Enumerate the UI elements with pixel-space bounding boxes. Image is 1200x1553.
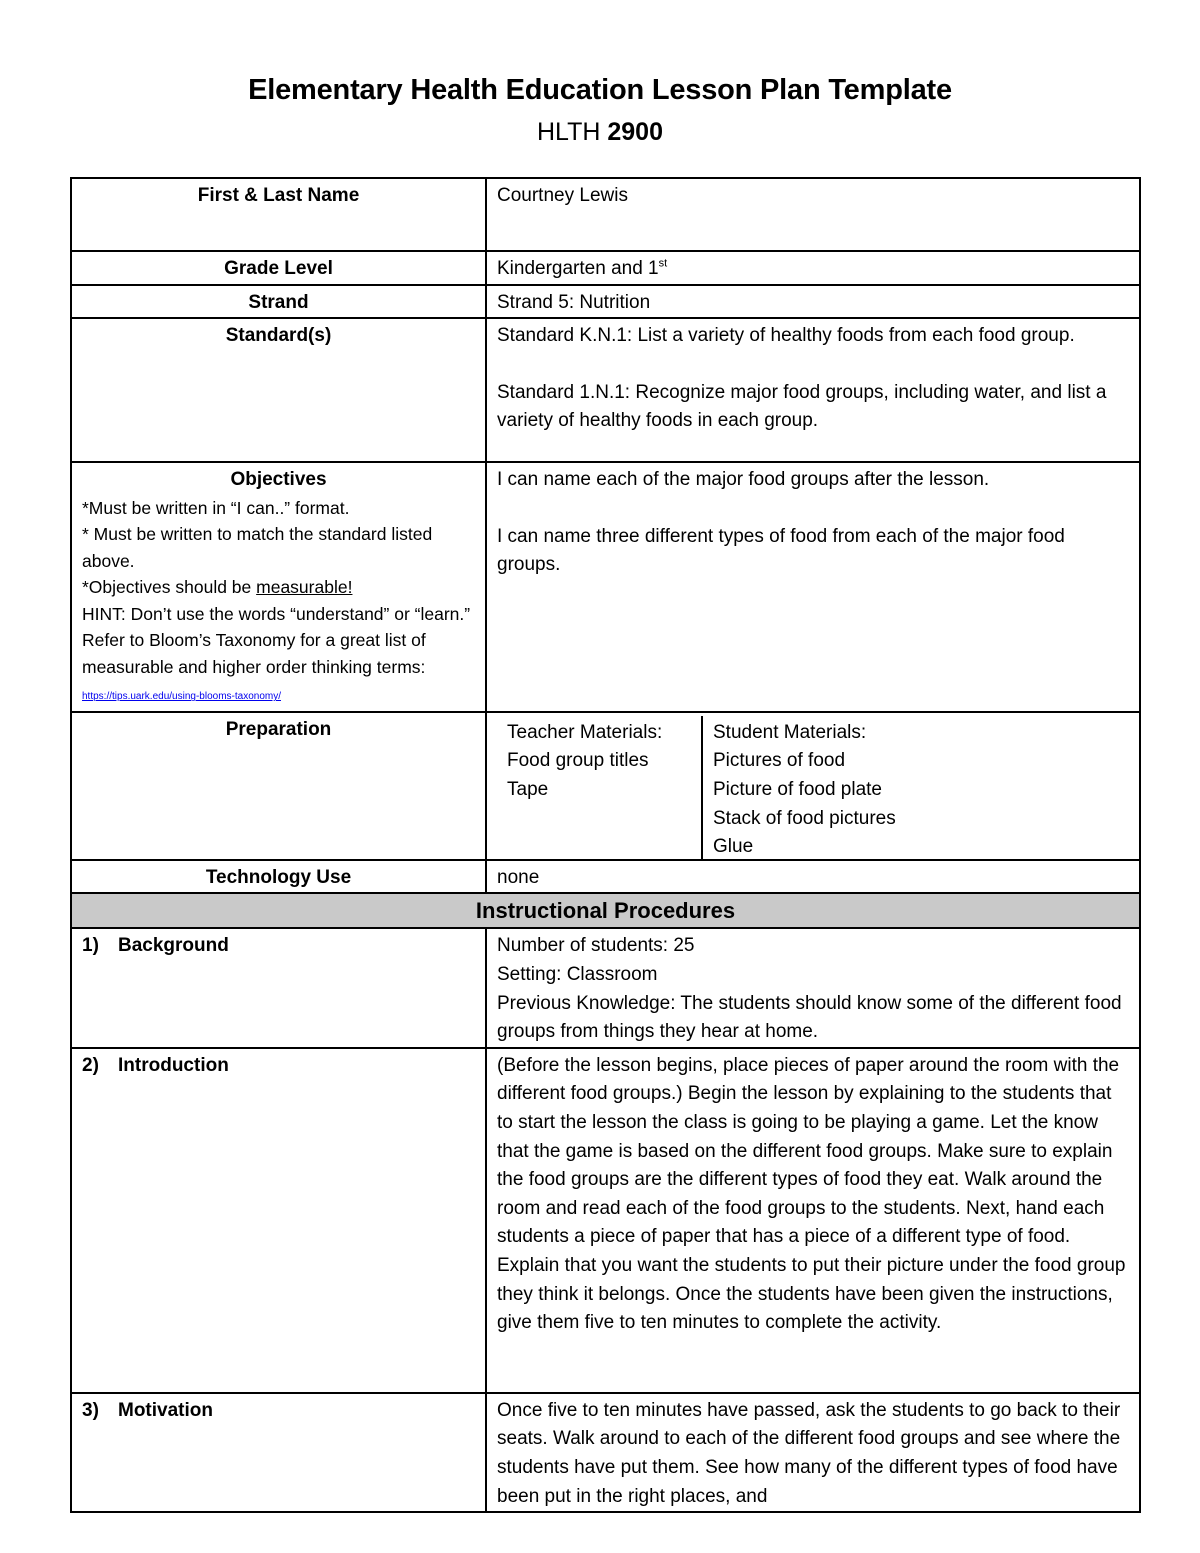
teacher-material-item: Tape — [507, 778, 549, 800]
document-title: Elementary Health Education Lesson Plan Template — [248, 74, 952, 106]
objectives-label-cell — [71, 462, 486, 712]
background-value — [486, 928, 1140, 1047]
motivation-label-text: Motivation — [118, 1399, 213, 1421]
objectives-note-2: * Must be written to match the standard listed above. — [82, 524, 433, 571]
technology-label: Technology Use — [71, 860, 486, 894]
introduction-value: (Before the lesson begins, place pieces of paper around the room with the different food groups.) Begin the lesson by explaining to the students that to start the lesson the class is going to be playing a game. Let the know that the game is based on the different food groups. Make sure to explain the food groups are the different types of food they eat. Walk around the room and read each of the food groups to the students. Next, hand each students a piece of paper that has a piece of a different type of food. Explain that you want the students to put their picture under the food group they think it belongs. Once the students have been given the instructions, give them five to ten minutes to complete the activity. — [486, 1048, 1140, 1393]
name-value: Courtney Lewis — [486, 178, 1140, 251]
background-number: 1) — [82, 935, 99, 957]
strand-label: Strand — [71, 285, 486, 319]
standards-value — [486, 318, 1140, 462]
objectives-label: Objectives — [230, 469, 327, 491]
course-number: 2900 — [607, 118, 663, 146]
preparation-value — [486, 712, 1140, 860]
grade-value-sup: st — [658, 257, 668, 270]
name-label: First & Last Name — [71, 178, 486, 251]
standard-1: Standard 1.N.1: Recognize major food groups, including water, and list a variety of healthy foods in each group. — [497, 381, 1107, 432]
course-code — [0, 118, 1200, 147]
row-grade — [71, 251, 1140, 285]
objectives-note-3-text: *Objectives should be — [82, 577, 257, 598]
strand-value: Strand 5: Nutrition — [486, 285, 1140, 319]
row-introduction — [71, 1048, 1140, 1393]
teacher-material-item: Food group titles — [507, 750, 649, 772]
introduction-label-text: Introduction — [118, 1054, 229, 1076]
student-material-item: Glue — [713, 836, 754, 858]
standards-label: Standard(s) — [71, 318, 486, 462]
motivation-label — [71, 1393, 486, 1512]
background-students: Number of students: 25 — [497, 935, 695, 957]
row-section-header — [71, 893, 1140, 928]
motivation-number: 3) — [82, 1399, 99, 1421]
row-standards — [71, 318, 1140, 462]
grade-label: Grade Level — [71, 251, 486, 285]
student-material-item: Pictures of food — [713, 750, 846, 772]
lesson-plan-table — [70, 177, 1141, 1513]
standard-k: Standard K.N.1: List a variety of healthy foods from each food group. — [497, 325, 1075, 347]
background-label-text: Background — [118, 935, 229, 957]
row-strand — [71, 285, 1140, 319]
student-materials-heading: Student Materials: — [713, 721, 867, 743]
technology-value: none — [486, 860, 1140, 894]
preparation-label: Preparation — [71, 712, 486, 860]
objectives-value — [486, 462, 1140, 712]
grade-value — [486, 251, 1140, 285]
background-setting: Setting: Classroom — [497, 963, 658, 985]
background-knowledge: Previous Knowledge: The students should know some of the different food groups from things they hear at home. — [497, 992, 1122, 1043]
instructional-procedures-heading: Instructional Procedures — [71, 893, 1140, 928]
row-motivation — [71, 1393, 1140, 1512]
measurable-text: measurable! — [256, 577, 353, 598]
objective-1: I can name each of the major food groups after the lesson. — [497, 469, 990, 491]
objectives-hint-text: HINT: Don’t use the words “understand” or “learn.” Refer to Bloom’s Taxonomy for a great list of measurable and higher order thinking terms: — [82, 603, 471, 677]
introduction-label — [71, 1048, 486, 1393]
course-prefix: HLTH — [536, 118, 601, 146]
row-technology — [71, 860, 1140, 894]
objectives-hint — [82, 601, 475, 711]
teacher-materials — [497, 716, 703, 859]
objectives-note-3 — [82, 574, 475, 601]
motivation-value: Once five to ten minutes have passed, ask the students to go back to their seats. Walk around to each of the different food groups and see where the students have put them. See how many of the different types of food have been put in the right places, and — [486, 1393, 1140, 1512]
row-preparation — [71, 712, 1140, 860]
row-name — [71, 178, 1140, 251]
introduction-number: 2) — [82, 1054, 99, 1076]
objectives-note-1: *Must be written in “I can..” format. — [82, 497, 350, 518]
grade-value-text: Kindergarten and 1 — [497, 258, 659, 279]
row-objectives — [71, 462, 1140, 712]
student-materials — [703, 716, 906, 859]
blooms-taxonomy-link[interactable]: https://tips.uark.edu/using-blooms-taxonomy/ — [82, 691, 281, 703]
student-material-item: Stack of food pictures — [713, 807, 896, 829]
background-label — [71, 928, 486, 1047]
student-material-item: Picture of food plate — [713, 778, 882, 800]
row-background — [71, 928, 1140, 1047]
objective-2: I can name three different types of food from each of the major food groups. — [497, 525, 1065, 576]
teacher-materials-heading: Teacher Materials: — [507, 721, 663, 743]
